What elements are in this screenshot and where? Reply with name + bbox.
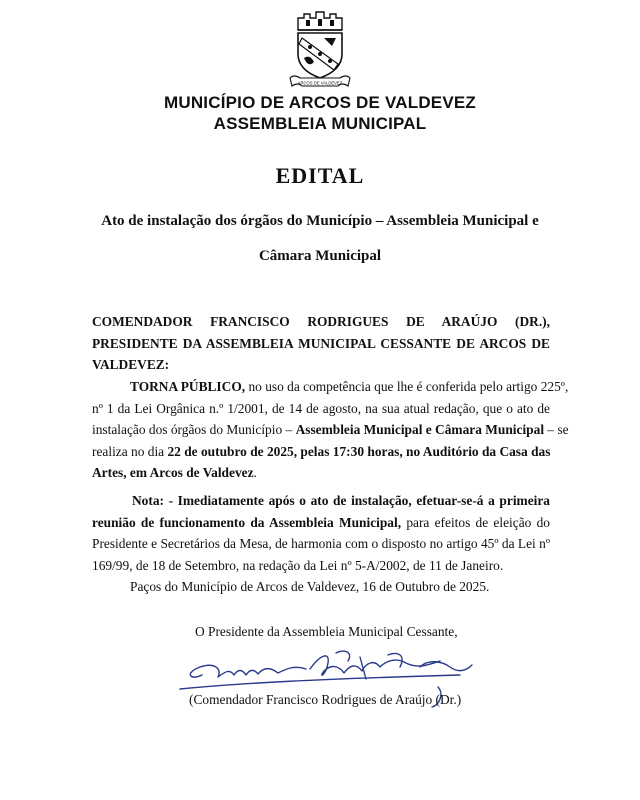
announcement-paragraph [92, 376, 569, 484]
paragraph-line [92, 490, 550, 512]
paragraph-line [92, 419, 569, 441]
municipal-coat-of-arms-icon [284, 8, 356, 90]
paragraph-line [92, 512, 550, 534]
municipality-name: MUNICÍPIO DE ARCOS DE VALDEVEZ [163, 93, 477, 112]
paragraph-text: . [253, 465, 257, 480]
closing-line: O Presidente da Assembleia Municipal Cessante, [195, 624, 458, 639]
paragraph-line: Presidente e Secretários da Mesa, de harmonia com o disposto no artigo 45º da Lei nº [92, 536, 550, 551]
issue-date-line: Paços do Município de Arcos de Valdevez, 16 de Outubro de 2025. [130, 579, 490, 594]
document-subtitle-line1: Ato de instalação dos órgãos do Município – Assembleia Municipal e [101, 213, 539, 229]
event-date-time-place: 22 de outubro de 2025, pelas 17:30 horas, no Auditório da Casa das [167, 443, 551, 459]
signatory-name: (Comendador Francisco Rodrigues de Araújo (Dr.) [189, 692, 462, 707]
intro-line: VALDEVEZ: [92, 357, 170, 372]
announcement-keyword: TORNA PÚBLICO, [130, 379, 246, 394]
paragraph-text: realiza no dia [92, 443, 165, 459]
note-text: reunião de funcionamento da Assembleia Municipal, [92, 514, 402, 530]
paragraph-text: – se [547, 422, 569, 437]
document-title: EDITAL [275, 163, 365, 188]
paragraph-line: 169/99, de 18 de Setembro, na redação da Lei nº 5-A/2002, de 11 de Janeiro. [92, 557, 504, 573]
note-text: Nota: - Imediatamente após o ato de instalação, efetuar-se-á a primeira [132, 493, 550, 508]
paragraph-text: no uso da competência que lhe é conferida pelo artigo 225º, [248, 379, 569, 394]
intro-line: PRESIDENTE DA ASSEMBLEIA MUNICIPAL CESSANTE DE ARCOS DE [92, 335, 550, 351]
event-venue: Artes, em Arcos de Valdevez [92, 465, 254, 480]
paragraph-line [92, 376, 569, 398]
organs-names: Assembleia Municipal e Câmara Municipal [295, 422, 545, 437]
paragraph-line [92, 441, 550, 463]
svg-text:ARCOS DE VALDEVEZ: ARCOS DE VALDEVEZ [297, 80, 343, 86]
introduction-block [92, 311, 550, 376]
paragraph-line [92, 462, 550, 484]
note-paragraph [92, 490, 550, 576]
paragraph-line: nº 1 da Lei Orgânica n.º 1/2001, de 14 de agosto, na sua atual redação, que o ato de [92, 400, 550, 416]
intro-line: COMENDADOR FRANCISCO RODRIGUES DE ARAÚJO (DR.), [92, 314, 550, 329]
paragraph-text: instalação dos órgãos do Município – [92, 422, 293, 437]
assembly-name: ASSEMBLEIA MUNICIPAL [213, 114, 427, 133]
document-subtitle-line2: Câmara Municipal [258, 248, 382, 264]
paragraph-text: para efeitos de eleição do [406, 514, 550, 530]
